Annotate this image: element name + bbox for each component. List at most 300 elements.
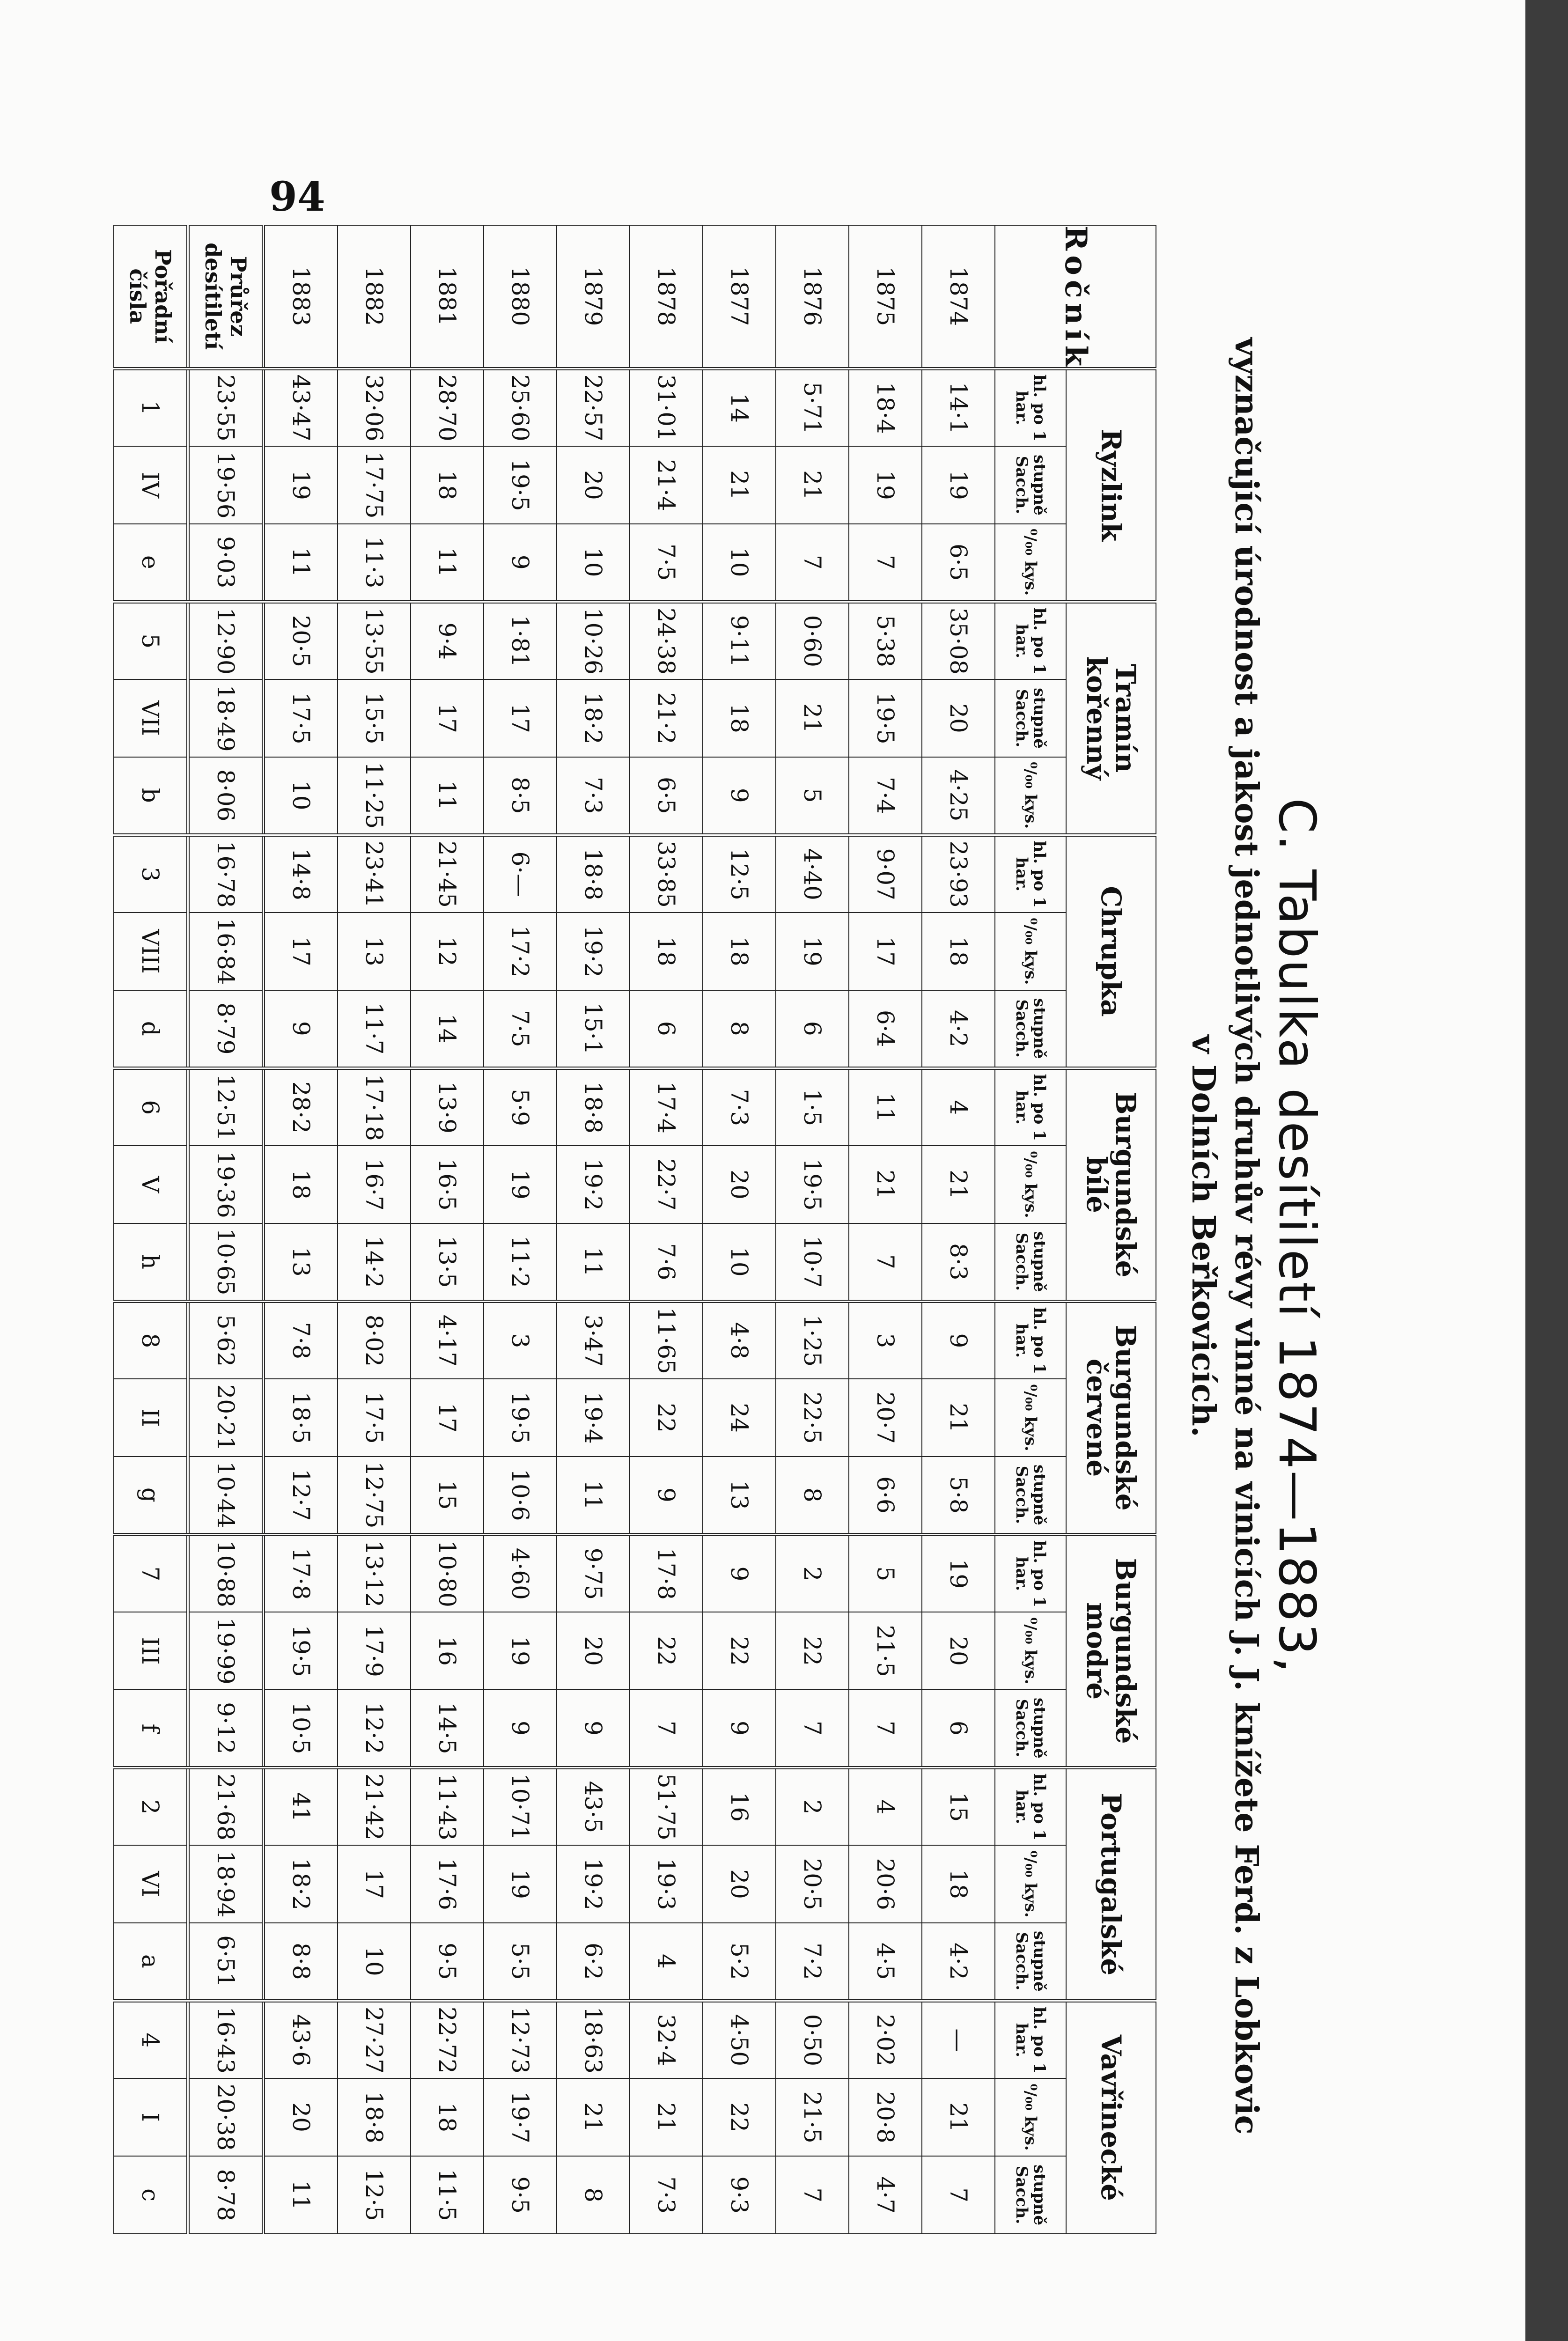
table-cell: 10·65 [188, 1223, 264, 1301]
table-cell: 5 [114, 602, 188, 679]
table-cell: 11 [557, 1457, 630, 1534]
table-cell: 11·2 [484, 1223, 557, 1301]
table-cell: 6 [776, 990, 849, 1068]
year-row-label: 1875 [849, 225, 922, 368]
group-header: Burgundské červené [1066, 1301, 1156, 1534]
table-cell: 9 [557, 1690, 630, 1767]
table-cell: g [114, 1457, 188, 1534]
table-cell: 18·2 [557, 679, 630, 757]
table-cell: II [114, 1379, 188, 1457]
table-cell: 21·45 [411, 835, 484, 913]
table-cell: 9 [630, 1457, 703, 1534]
table-cell: 16·78 [188, 835, 264, 913]
table-cell: 9·07 [849, 835, 922, 913]
table-cell: I [114, 2078, 188, 2156]
table-cell: 17 [411, 679, 484, 757]
table-cell: 8 [703, 990, 776, 1068]
table-cell: 12·73 [484, 2001, 557, 2078]
table-cell: 9·12 [188, 1690, 264, 1767]
table-cell: 8 [557, 2156, 630, 2234]
table-cell: 9 [703, 757, 776, 835]
table-cell: 13·9 [411, 1068, 484, 1146]
table-cell: 4·2 [922, 1923, 995, 2001]
subheader: stupně Sacch. [995, 679, 1066, 757]
year-row [776, 225, 849, 2234]
subheader: ⁰/₀₀ kys. [995, 1146, 1066, 1223]
table-cell: 20·7 [849, 1379, 922, 1457]
table-cell: 14·1 [922, 368, 995, 446]
table-cell: 16 [411, 1612, 484, 1690]
table-cell: 7 [849, 1690, 922, 1767]
table-cell: 23·55 [188, 368, 264, 446]
table-cell: 7 [776, 524, 849, 602]
table-cell: 21 [776, 446, 849, 524]
table-cell: 19·36 [188, 1146, 264, 1223]
table-cell: 5·38 [849, 602, 922, 679]
table-cell: 8 [114, 1301, 188, 1379]
subheader: stupně Sacch. [995, 1923, 1066, 2001]
table-cell: 7 [922, 2156, 995, 2234]
subheader: stupně Sacch. [995, 990, 1066, 1068]
table-cell: 20·21 [188, 1379, 264, 1457]
subheader: stupně Sacch. [995, 1457, 1066, 1534]
table-cell: 4·17 [411, 1301, 484, 1379]
group-header: Portugalské [1066, 1767, 1156, 2001]
table-cell: 12·5 [703, 835, 776, 913]
table-cell: 23·41 [338, 835, 411, 913]
table-cell: b [114, 757, 188, 835]
table-cell: 19·5 [264, 1612, 338, 1690]
table-cell: 11·65 [630, 1301, 703, 1379]
group-header: Burgundské modré [1066, 1534, 1156, 1767]
ranking-row [114, 225, 188, 2234]
table-cell: 43·5 [557, 1767, 630, 1845]
table-cell: 6·51 [188, 1923, 264, 2001]
table-cell: 17 [849, 913, 922, 990]
table-cell: 10·26 [557, 602, 630, 679]
table-cell: 4·25 [922, 757, 995, 835]
subheader: ⁰/₀₀ kys. [995, 524, 1066, 602]
table-cell: 20·5 [776, 1845, 849, 1923]
subheader: hl. po 1 har. [995, 1068, 1066, 1146]
table-cell: d [114, 990, 188, 1068]
table-cell: 7·3 [557, 757, 630, 835]
title-block [1170, 225, 1325, 2247]
table-cell: 7·6 [630, 1223, 703, 1301]
table-cell: 10·6 [484, 1457, 557, 1534]
table-cell: 7 [776, 2156, 849, 2234]
table-cell: 0·50 [776, 2001, 849, 2078]
table-cell: 20 [703, 1845, 776, 1923]
table-cell: 21·5 [849, 1612, 922, 1690]
table-cell: 9·75 [557, 1534, 630, 1612]
table-cell: 4·8 [703, 1301, 776, 1379]
table-cell: 8·79 [188, 990, 264, 1068]
table-cell: 10·7 [776, 1223, 849, 1301]
table-cell: 19·99 [188, 1612, 264, 1690]
year-row-label: 1876 [776, 225, 849, 368]
table-cell: 9 [484, 524, 557, 602]
table-cell: 11·43 [411, 1767, 484, 1845]
year-row-label: 1882 [338, 225, 411, 368]
table-cell: 24 [703, 1379, 776, 1457]
table-cell: 11·3 [338, 524, 411, 602]
table-cell: 21 [776, 679, 849, 757]
table-cell: 5·71 [776, 368, 849, 446]
year-row-label: 1874 [922, 225, 995, 368]
table-cell: 5·2 [703, 1923, 776, 2001]
table-cell: 20 [264, 2078, 338, 2156]
table-cell: 13 [264, 1223, 338, 1301]
table-cell: 22·57 [557, 368, 630, 446]
table-cell: 8·78 [188, 2156, 264, 2234]
year-row [922, 225, 995, 2234]
table-cell: 19·5 [849, 679, 922, 757]
table-cell: 18·8 [338, 2078, 411, 2156]
table-cell: 10 [557, 524, 630, 602]
table-cell: 21 [922, 1146, 995, 1223]
average-row-label: Průřez desítiletí [188, 225, 264, 368]
table-cell: 22 [630, 1612, 703, 1690]
table-cell: 3 [114, 835, 188, 913]
table-cell: 19 [922, 446, 995, 524]
table-cell: 6·6 [849, 1457, 922, 1534]
table-cell: 21·68 [188, 1767, 264, 1845]
table-cell: 19·7 [484, 2078, 557, 2156]
table-cell: 19 [484, 1612, 557, 1690]
table-cell: 7·3 [630, 2156, 703, 2234]
table-cell: 12·51 [188, 1068, 264, 1146]
table-cell: 10·5 [264, 1690, 338, 1767]
table-cell: 28·2 [264, 1068, 338, 1146]
year-row-label: 1878 [630, 225, 703, 368]
table-cell: 14·2 [338, 1223, 411, 1301]
year-row [703, 225, 776, 2234]
table-cell: 3·47 [557, 1301, 630, 1379]
table-cell: 17·8 [630, 1534, 703, 1612]
table-cell: 22·5 [776, 1379, 849, 1457]
table-cell: 12·7 [264, 1457, 338, 1534]
table-cell: 18·5 [264, 1379, 338, 1457]
subheader: hl. po 1 har. [995, 602, 1066, 679]
table-cell: 11 [411, 757, 484, 835]
table-cell: 10 [703, 1223, 776, 1301]
table-cell: 8 [776, 1457, 849, 1534]
table-cell: 19·2 [557, 1146, 630, 1223]
year-row-label: 1880 [484, 225, 557, 368]
table-cell: 18·4 [849, 368, 922, 446]
year-row [484, 225, 557, 2234]
table-cell: 8·8 [264, 1923, 338, 2001]
table-cell: 16·84 [188, 913, 264, 990]
table-cell: 5 [776, 757, 849, 835]
table-cell: 4 [114, 2001, 188, 2078]
table-cell: 18 [264, 1146, 338, 1223]
table-cell: 11·7 [338, 990, 411, 1068]
table-cell: 18·49 [188, 679, 264, 757]
table-cell: 21·5 [776, 2078, 849, 2156]
table-cell: 7 [114, 1534, 188, 1612]
group-header: Tramín kořenný [1066, 602, 1156, 835]
table-cell: 18 [922, 1845, 995, 1923]
year-row [557, 225, 630, 2234]
table-cell: 5·8 [922, 1457, 995, 1534]
year-row [630, 225, 703, 2234]
table-cell: VI [114, 1845, 188, 1923]
table-cell: 18·8 [557, 1068, 630, 1146]
table-cell: 18·8 [557, 835, 630, 913]
table-cell: 9 [922, 1301, 995, 1379]
table-cell: 18 [703, 913, 776, 990]
table-cell: 11 [849, 1068, 922, 1146]
table-cell: 19 [484, 1845, 557, 1923]
table-cell: 19·3 [630, 1845, 703, 1923]
table-cell: 4·5 [849, 1923, 922, 2001]
table-cell: 6 [114, 1068, 188, 1146]
table-cell: VII [114, 679, 188, 757]
table-cell: 22·72 [411, 2001, 484, 2078]
year-row-label: 1877 [703, 225, 776, 368]
table-cell: 17·8 [264, 1534, 338, 1612]
table-cell: 13·5 [411, 1223, 484, 1301]
table-cell: 20·6 [849, 1845, 922, 1923]
table-cell: 13 [338, 913, 411, 990]
table-cell: 19 [922, 1534, 995, 1612]
table-cell: 10 [703, 524, 776, 602]
table-cell: 16·5 [411, 1146, 484, 1223]
subheader: hl. po 1 har. [995, 835, 1066, 913]
table-cell: 12·2 [338, 1690, 411, 1767]
table-cell: 5·9 [484, 1068, 557, 1146]
table-cell: 19·5 [776, 1146, 849, 1223]
table-cell: 21 [703, 446, 776, 524]
table-cell: 18·63 [557, 2001, 630, 2078]
table-cell: 20·8 [849, 2078, 922, 2156]
group-header: Burgundské bílé [1066, 1068, 1156, 1301]
table-cell: 6·5 [630, 757, 703, 835]
table-cell: 4 [630, 1923, 703, 2001]
table-cell: 14 [411, 990, 484, 1068]
table-cell: 16 [703, 1767, 776, 1845]
table-cell: 20 [922, 679, 995, 757]
table-cell: 9·5 [411, 1923, 484, 2001]
year-row [338, 225, 411, 2234]
table-cell: 4·60 [484, 1534, 557, 1612]
subheader: stupně Sacch. [995, 2156, 1066, 2234]
table-cell: 15·5 [338, 679, 411, 757]
subheader: ⁰/₀₀ kys. [995, 1612, 1066, 1690]
table-cell: 17·75 [338, 446, 411, 524]
table-cell: 12·90 [188, 602, 264, 679]
table-cell: 7·5 [484, 990, 557, 1068]
table-cell: 19·56 [188, 446, 264, 524]
table-cell: 51·75 [630, 1767, 703, 1845]
table-cell: 9·5 [484, 2156, 557, 2234]
table-cell: 6 [630, 990, 703, 1068]
table-cell: 18 [411, 446, 484, 524]
table-cell: 7·5 [630, 524, 703, 602]
table-cell: e [114, 524, 188, 602]
table-cell: 17 [264, 913, 338, 990]
group-header: Chrupka [1066, 835, 1156, 1068]
table-cell: 10 [338, 1923, 411, 2001]
table-cell: 17 [484, 679, 557, 757]
table-cell: 10·44 [188, 1457, 264, 1534]
table-cell: 18·94 [188, 1845, 264, 1923]
year-row [411, 225, 484, 2234]
subheader: hl. po 1 har. [995, 1301, 1066, 1379]
table-cell: 35·08 [922, 602, 995, 679]
table-cell: 21·2 [630, 679, 703, 757]
table-cell: 1 [114, 368, 188, 446]
table-cell: 19 [849, 446, 922, 524]
table-cell: 2·02 [849, 2001, 922, 2078]
table-title: C. Tabulka desítiletí 1874—1883, [1267, 798, 1326, 1674]
table-cell: 2 [776, 1767, 849, 1845]
table-cell: 43·6 [264, 2001, 338, 2078]
table-cell: 7 [849, 1223, 922, 1301]
table-cell: 4·40 [776, 835, 849, 913]
table-cell: 0·60 [776, 602, 849, 679]
table-cell: 19·5 [484, 446, 557, 524]
subheader: hl. po 1 har. [995, 1767, 1066, 1845]
table-cell: 6·2 [557, 1923, 630, 2001]
table-cell: 5·5 [484, 1923, 557, 2001]
table-cell: 17 [411, 1379, 484, 1457]
table-cell: 21 [922, 2078, 995, 2156]
table-cell: 14 [703, 368, 776, 446]
table-cell: 9 [264, 990, 338, 1068]
table-cell: f [114, 1690, 188, 1767]
group-header: Ryzlink [1066, 368, 1156, 602]
table-cell: 15 [922, 1767, 995, 1845]
table-cell: 17·6 [411, 1845, 484, 1923]
table-cell: 22 [703, 1612, 776, 1690]
table-cell: 14·5 [411, 1690, 484, 1767]
table-cell: 11 [264, 2156, 338, 2234]
table-cell: 14·8 [264, 835, 338, 913]
table-cell: 2 [776, 1534, 849, 1612]
table-cell: 7·8 [264, 1301, 338, 1379]
subheader: stupně Sacch. [995, 1223, 1066, 1301]
table-cell: c [114, 2156, 188, 2234]
table-cell: 1·5 [776, 1068, 849, 1146]
table-cell: 22 [630, 1379, 703, 1457]
table-cell: 19·4 [557, 1379, 630, 1457]
table-cell: 4·50 [703, 2001, 776, 2078]
table-cell: 5·62 [188, 1301, 264, 1379]
table-cell: 9 [703, 1690, 776, 1767]
table-cell: 17·4 [630, 1068, 703, 1146]
table-cell: III [114, 1612, 188, 1690]
table-cell: 7·3 [703, 1068, 776, 1146]
subheader: ⁰/₀₀ kys. [995, 757, 1066, 835]
year-row-label: 1879 [557, 225, 630, 368]
table-cell: 3 [849, 1301, 922, 1379]
table-cell: 19·2 [557, 1845, 630, 1923]
year-row-label: 1881 [411, 225, 484, 368]
table-cell: 24·38 [630, 602, 703, 679]
table-cell: 19 [776, 913, 849, 990]
table-cell: 20 [922, 1612, 995, 1690]
table-subtitle-line-2: v Dolních Beřkovicích. [1185, 1035, 1222, 1437]
table-cell: 22·7 [630, 1146, 703, 1223]
rotated-content [125, 225, 1326, 2247]
page-number: 94 [269, 173, 325, 221]
table-cell: 20 [557, 1612, 630, 1690]
table-cell: 12·5 [338, 2156, 411, 2234]
table-cell: 32·06 [338, 368, 411, 446]
table-cell: 13·12 [338, 1534, 411, 1612]
table-cell: 21 [849, 1146, 922, 1223]
table-cell: h [114, 1223, 188, 1301]
table-cell: 23·93 [922, 835, 995, 913]
table-cell: 7 [776, 1690, 849, 1767]
table-cell: 2 [114, 1767, 188, 1845]
table-cell: 12·75 [338, 1457, 411, 1534]
subheader: ⁰/₀₀ kys. [995, 1379, 1066, 1457]
table-cell: 9·03 [188, 524, 264, 602]
table-cell: 15 [411, 1457, 484, 1534]
table-cell: 11 [411, 524, 484, 602]
table-cell: 12 [411, 913, 484, 990]
table-cell: 21 [557, 2078, 630, 2156]
table-cell: 7·2 [776, 1923, 849, 2001]
table-cell: 20 [703, 1146, 776, 1223]
table-cell: V [114, 1146, 188, 1223]
table-cell: 8·3 [922, 1223, 995, 1301]
subheader: hl. po 1 har. [995, 1534, 1066, 1612]
table-cell: 6·5 [922, 524, 995, 602]
table-cell: 4·2 [922, 990, 995, 1068]
table-cell: 5 [849, 1534, 922, 1612]
table-cell: 20 [557, 446, 630, 524]
table-cell: 17·2 [484, 913, 557, 990]
table-cell: 18 [922, 913, 995, 990]
table-cell: 21·4 [630, 446, 703, 524]
subheader: ⁰/₀₀ kys. [995, 2078, 1066, 2156]
table-cell: 17·5 [338, 1379, 411, 1457]
table-cell: 13·55 [338, 602, 411, 679]
table-cell: 9 [484, 1690, 557, 1767]
table-cell: 8·02 [338, 1301, 411, 1379]
table-cell: 4 [849, 1767, 922, 1845]
table-cell: 22 [776, 1612, 849, 1690]
table-cell: 11·5 [411, 2156, 484, 2234]
table-cell: — [922, 2001, 995, 2078]
corner-header-rocnik: Ročník [995, 225, 1156, 368]
table-cell: 9 [703, 1534, 776, 1612]
table-cell: 10·71 [484, 1767, 557, 1845]
table-cell: 6·— [484, 835, 557, 913]
table-cell: 6·4 [849, 990, 922, 1068]
table-cell: 33·85 [630, 835, 703, 913]
table-cell: 43·47 [264, 368, 338, 446]
table-cell: 25·60 [484, 368, 557, 446]
table-cell: 22 [703, 2078, 776, 2156]
yield-quality-table [113, 225, 1156, 2234]
table-cell: 18·2 [264, 1845, 338, 1923]
year-row [264, 225, 338, 2234]
table-cell: 27·27 [338, 2001, 411, 2078]
year-row-label: 1883 [264, 225, 338, 368]
subheader: hl. po 1 har. [995, 2001, 1066, 2078]
table-cell: 17·9 [338, 1612, 411, 1690]
table-cell: 18 [703, 679, 776, 757]
table-cell: 1·25 [776, 1301, 849, 1379]
table-cell: 20·5 [264, 602, 338, 679]
subheader: stupně Sacch. [995, 446, 1066, 524]
